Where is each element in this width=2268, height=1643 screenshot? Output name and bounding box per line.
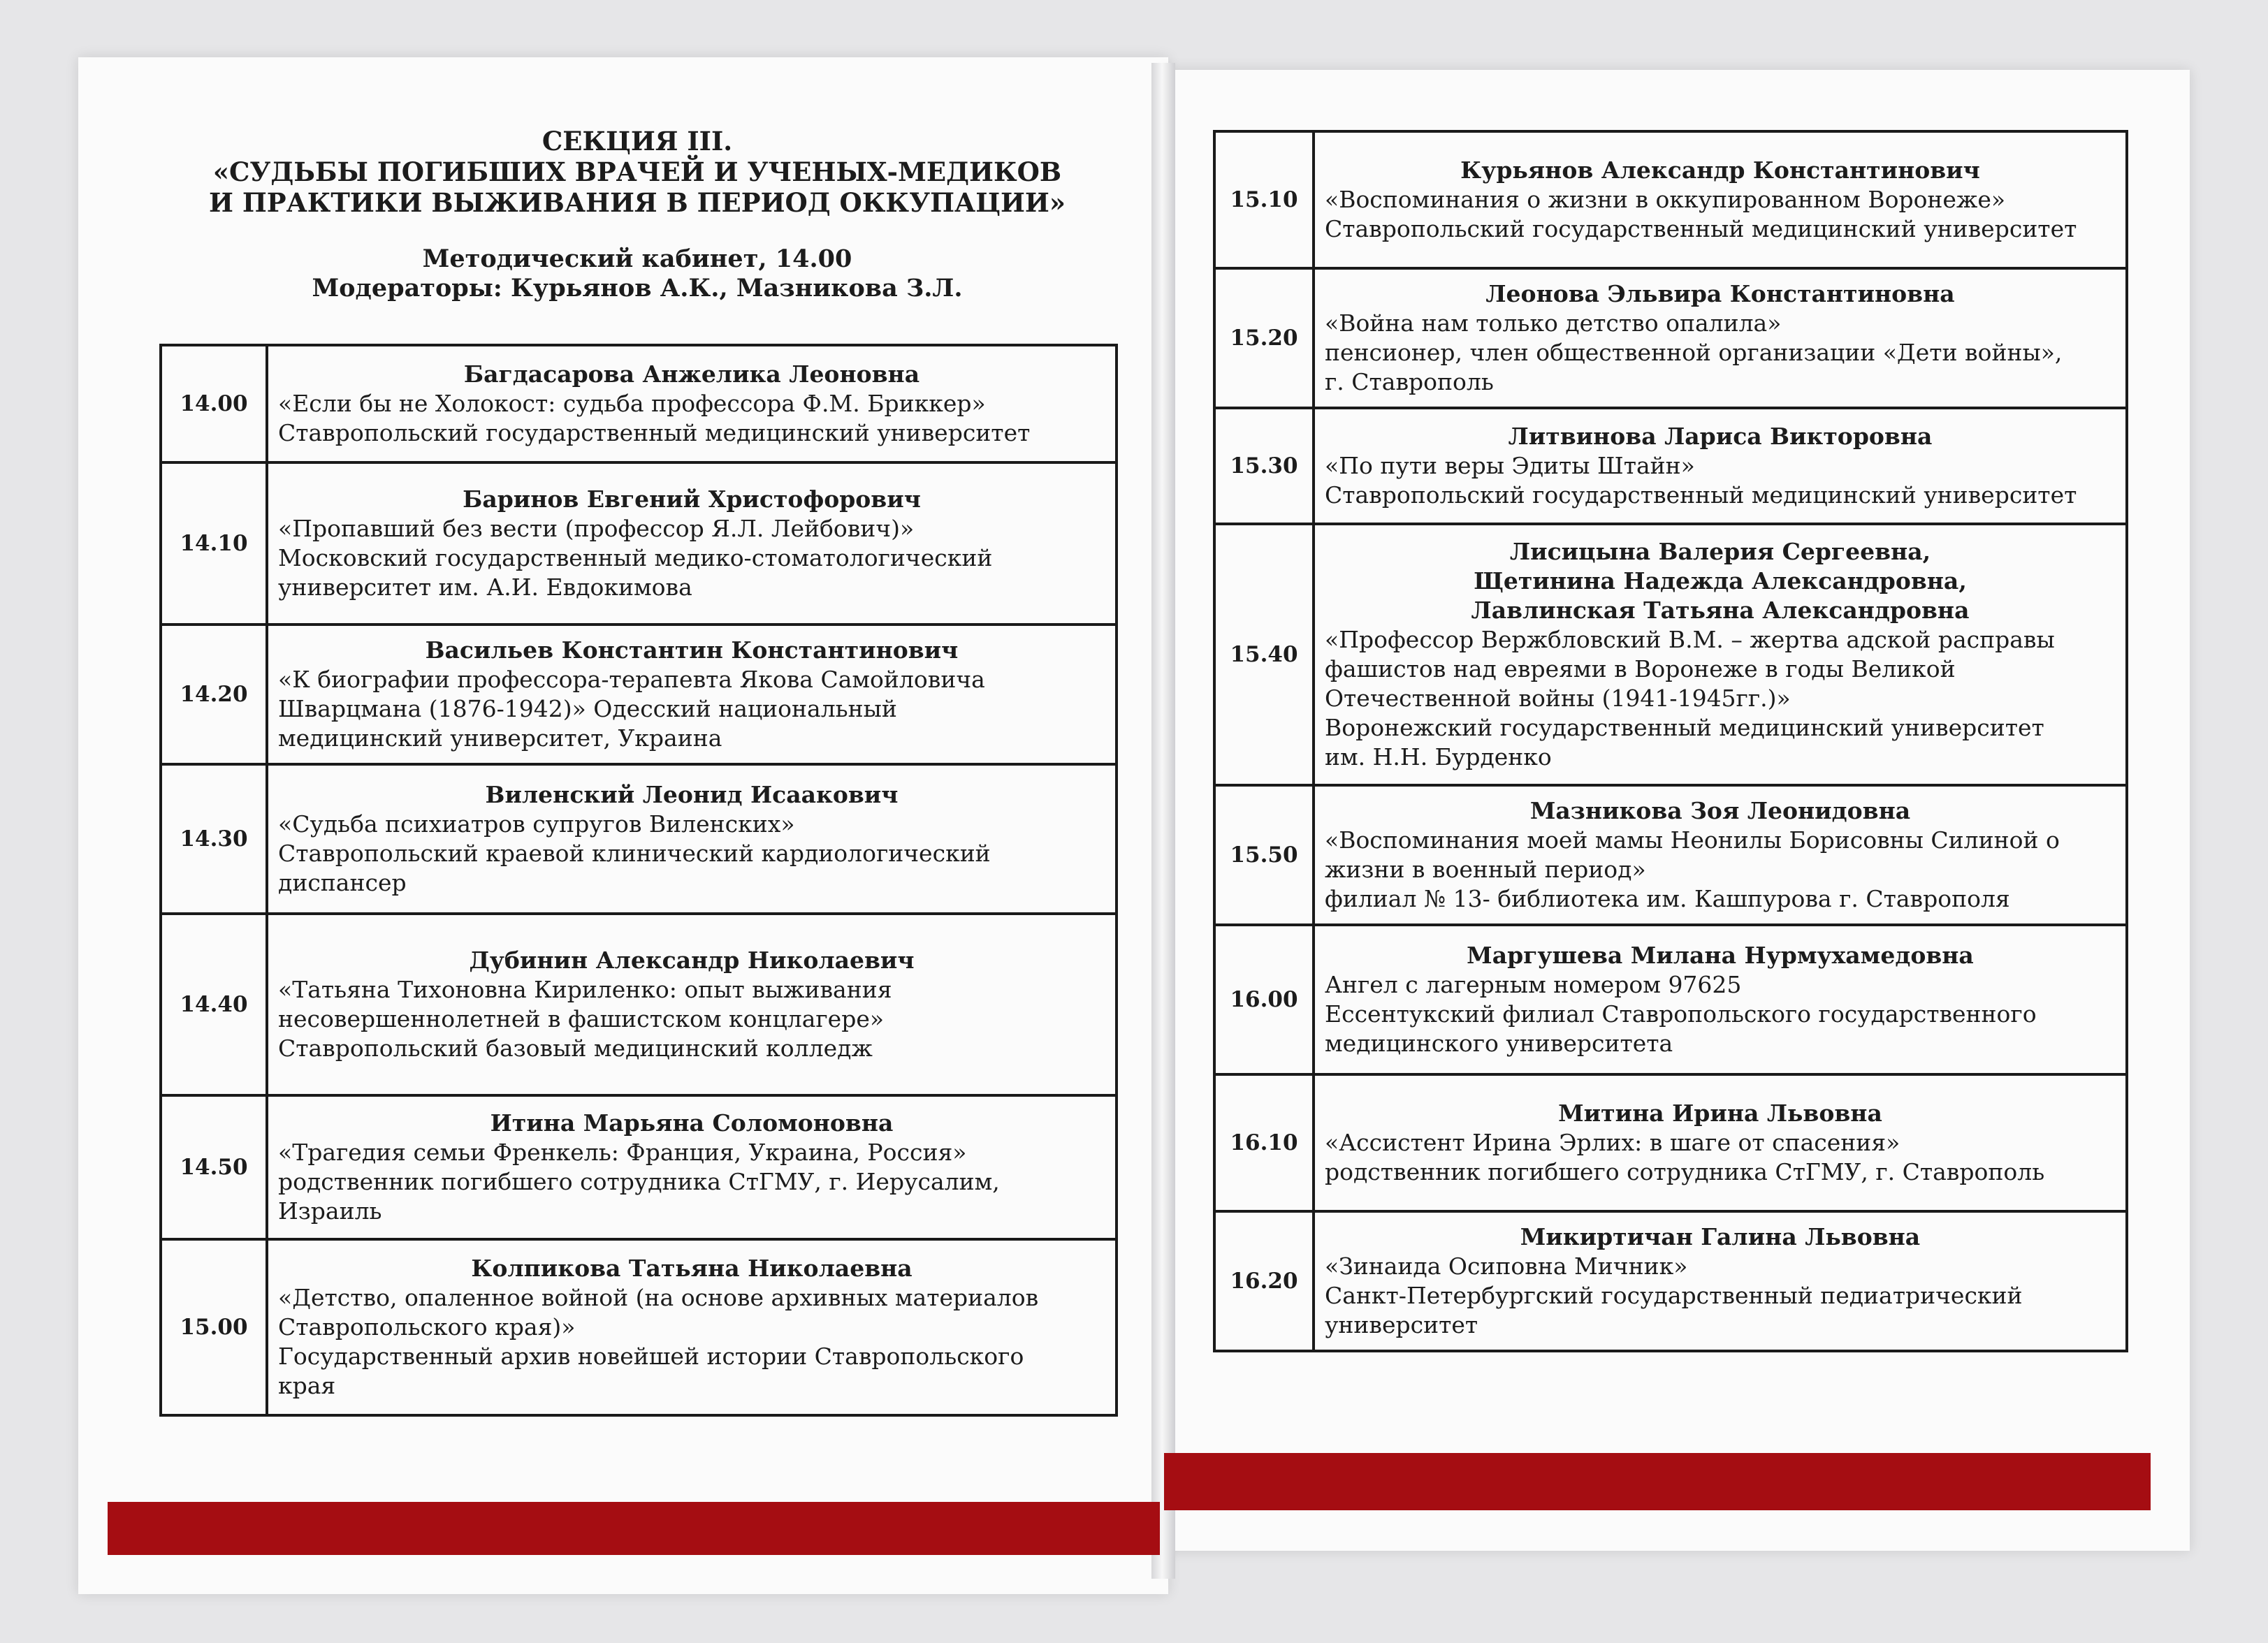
talk-line: филиал № 13- библиотека им. Кашпурова г. Ставрополя <box>1325 885 2010 912</box>
talk-line: Санкт-Петербургский государственный педиатрический <box>1325 1282 2023 1309</box>
speaker-name: Лавлинская Татьяна Александровна <box>1471 597 1970 624</box>
talk-cell <box>1314 408 2127 524</box>
time-cell: 15.40 <box>1214 524 1314 785</box>
talk-line: «Детство, опаленное войной (на основе архивных материалов <box>278 1284 1039 1311</box>
speaker-name: Итина Марьяна Соломоновна <box>490 1109 894 1137</box>
time-cell: 16.10 <box>1214 1074 1314 1211</box>
table-row <box>161 1239 1117 1415</box>
table-row <box>1214 131 2127 268</box>
talk-line: пенсионер, член общественной организации «Дети войны», <box>1325 339 2063 366</box>
talk-cell <box>267 1095 1117 1239</box>
time-cell: 14.10 <box>161 462 267 625</box>
talk-line: Израиль <box>278 1197 382 1225</box>
talk-line: «Трагедия семьи Френкель: Франция, Украина, Россия» <box>278 1139 967 1166</box>
talk-line: «Зинаида Осиповна Мичник» <box>1325 1253 1688 1280</box>
talk-line: диспансер <box>278 869 407 896</box>
speaker-name: Багдасарова Анжелика Леоновна <box>463 360 920 388</box>
talk-line: «Воспоминания моей мамы Неонилы Борисовны Силиной о <box>1325 826 2060 854</box>
talk-line: Ангел с лагерным номером 97625 <box>1325 971 1742 998</box>
table-row <box>161 625 1117 764</box>
talk-cell <box>1314 268 2127 408</box>
speaker-name: Лисицына Валерия Сергеевна, <box>1509 538 1931 565</box>
talk-line: «Профессор Вержбловский В.М. – жертва адской расправы <box>1325 626 2055 653</box>
speaker-name: Мазникова Зоя Леонидовна <box>1529 797 1911 824</box>
talk-line: Отечественной войны (1941-1945гг.)» <box>1325 685 1791 712</box>
talk-line: «Судьба психиатров супругов Виленских» <box>278 810 795 838</box>
table-row <box>161 1095 1117 1239</box>
talk-cell <box>267 625 1117 764</box>
talk-line: г. Ставрополь <box>1325 368 1494 395</box>
speaker-name: Литвинова Лариса Викторовна <box>1508 423 1933 450</box>
table-row <box>161 462 1117 625</box>
talk-line: им. Н.Н. Бурденко <box>1325 743 1552 771</box>
time-cell: 16.00 <box>1214 925 1314 1074</box>
talk-line: Шварцмана (1876-1942)» Одесский национальный <box>278 695 897 722</box>
talk-line: Московский государственный медико-стоматологический <box>278 544 993 571</box>
table-row <box>1214 408 2127 524</box>
table-row <box>1214 785 2127 925</box>
table-row <box>1214 524 2127 785</box>
table-row <box>161 914 1117 1095</box>
table-row <box>1214 268 2127 408</box>
talk-cell <box>1314 1211 2127 1351</box>
talk-line: «Воспоминания о жизни в оккупированном Воронеже» <box>1325 186 2006 213</box>
talk-cell <box>1314 925 2127 1074</box>
booklet-spine <box>1151 63 1175 1579</box>
table-row <box>161 345 1117 462</box>
table-row <box>1214 925 2127 1074</box>
table-row <box>1214 1211 2127 1351</box>
talk-line: университет <box>1325 1311 1478 1338</box>
table-row <box>161 764 1117 914</box>
talk-line: Ставропольского края)» <box>278 1313 576 1341</box>
talk-line: «По пути веры Эдиты Штайн» <box>1325 452 1695 479</box>
section-header <box>176 126 1098 303</box>
time-cell: 15.00 <box>161 1239 267 1415</box>
talk-line: жизни в военный период» <box>1325 856 1646 883</box>
talk-line: медицинского университета <box>1325 1030 1673 1057</box>
talk-line: Государственный архив новейшей истории Ставропольского <box>278 1343 1024 1370</box>
talk-cell <box>267 764 1117 914</box>
time-cell: 14.30 <box>161 764 267 914</box>
program-table-right <box>1213 130 2128 1352</box>
speaker-name: Микиртичан Галина Львовна <box>1520 1223 1921 1250</box>
speaker-name: Виленский Леонид Исаакович <box>485 781 899 808</box>
program-table-left <box>159 344 1118 1417</box>
section-number: СЕКЦИЯ III. <box>541 126 733 156</box>
talk-line: края <box>278 1372 336 1399</box>
talk-cell <box>267 1239 1117 1415</box>
talk-line: фашистов над евреями в Воронеже в годы Великой <box>1325 655 1956 682</box>
talk-line: «Татьяна Тихоновна Кириленко: опыт выживания <box>278 976 892 1003</box>
time-cell: 14.50 <box>161 1095 267 1239</box>
time-cell: 16.20 <box>1214 1211 1314 1351</box>
time-cell: 15.30 <box>1214 408 1314 524</box>
speaker-name: Васильев Константин Константинович <box>425 636 959 664</box>
section-title-line-2: И ПРАКТИКИ ВЫЖИВАНИЯ В ПЕРИОД ОККУПАЦИИ» <box>209 187 1066 218</box>
talk-cell <box>267 345 1117 462</box>
right-red-band <box>1164 1453 2151 1510</box>
talk-line: «Если бы не Холокост: судьба профессора Ф.М. Бриккер» <box>278 390 986 417</box>
speaker-name: Леонова Эльвира Константиновна <box>1485 280 1955 307</box>
speaker-name: Маргушева Милана Нурмухамедовна <box>1467 942 1974 969</box>
table-row <box>1214 1074 2127 1211</box>
talk-line: Ставропольский базовый медицинский колледж <box>278 1035 873 1062</box>
time-cell: 14.20 <box>161 625 267 764</box>
time-cell: 15.10 <box>1214 131 1314 268</box>
section-title-line-1: «СУДЬБЫ ПОГИБШИХ ВРАЧЕЙ И УЧЕНЫХ-МЕДИКОВ <box>212 156 1062 187</box>
talk-line: родственник погибшего сотрудника СтГМУ, г. Иерусалим, <box>278 1168 1000 1195</box>
speaker-name: Колпикова Татьяна Николаевна <box>471 1255 913 1282</box>
talk-line: Ессентукский филиал Ставропольского государственного <box>1325 1000 2037 1028</box>
talk-line: несовершеннолетней в фашистском концлагере» <box>278 1005 885 1032</box>
talk-line: «К биографии профессора-терапевта Якова Самойловича <box>278 666 985 693</box>
talk-line: родственник погибшего сотрудника СтГМУ, г. Ставрополь <box>1325 1158 2045 1185</box>
speaker-name: Митина Ирина Львовна <box>1558 1100 1882 1127</box>
talk-line: университет им. А.И. Евдокимова <box>278 574 692 601</box>
time-cell: 14.00 <box>161 345 267 462</box>
talk-line: Ставропольский государственный медицинский университет <box>1325 481 2077 509</box>
talk-cell <box>267 914 1117 1095</box>
speaker-name: Курьянов Александр Константинович <box>1460 156 1980 184</box>
speaker-name: Щетинина Надежда Александровна, <box>1474 567 1967 594</box>
talk-line: Воронежский государственный медицинский университет <box>1325 714 2044 741</box>
time-cell: 15.20 <box>1214 268 1314 408</box>
time-cell: 15.50 <box>1214 785 1314 925</box>
talk-line: Ставропольский государственный медицинский университет <box>278 419 1031 446</box>
talk-cell <box>1314 1074 2127 1211</box>
talk-cell <box>1314 131 2127 268</box>
talk-line: «Война нам только детство опалила» <box>1325 309 1782 337</box>
left-red-band <box>108 1502 1160 1555</box>
speaker-name: Баринов Евгений Христофорович <box>463 485 921 513</box>
talk-cell <box>1314 785 2127 925</box>
talk-line: медицинский университет, Украина <box>278 724 722 752</box>
talk-line: Ставропольский краевой клинический кардиологический <box>278 840 991 867</box>
talk-cell <box>1314 524 2127 785</box>
talk-line: «Ассистент Ирина Эрлих: в шаге от спасения» <box>1325 1129 1900 1156</box>
moderators: Модераторы: Курьянов А.К., Мазникова З.Л. <box>312 274 963 302</box>
talk-line: «Пропавший без вести (профессор Я.Л. Лейбович)» <box>278 515 915 542</box>
venue: Методический кабинет, 14.00 <box>422 244 852 273</box>
talk-cell <box>267 462 1117 625</box>
time-cell: 14.40 <box>161 914 267 1095</box>
talk-line: Ставропольский государственный медицинский университет <box>1325 215 2077 242</box>
speaker-name: Дубинин Александр Николаевич <box>469 947 915 974</box>
